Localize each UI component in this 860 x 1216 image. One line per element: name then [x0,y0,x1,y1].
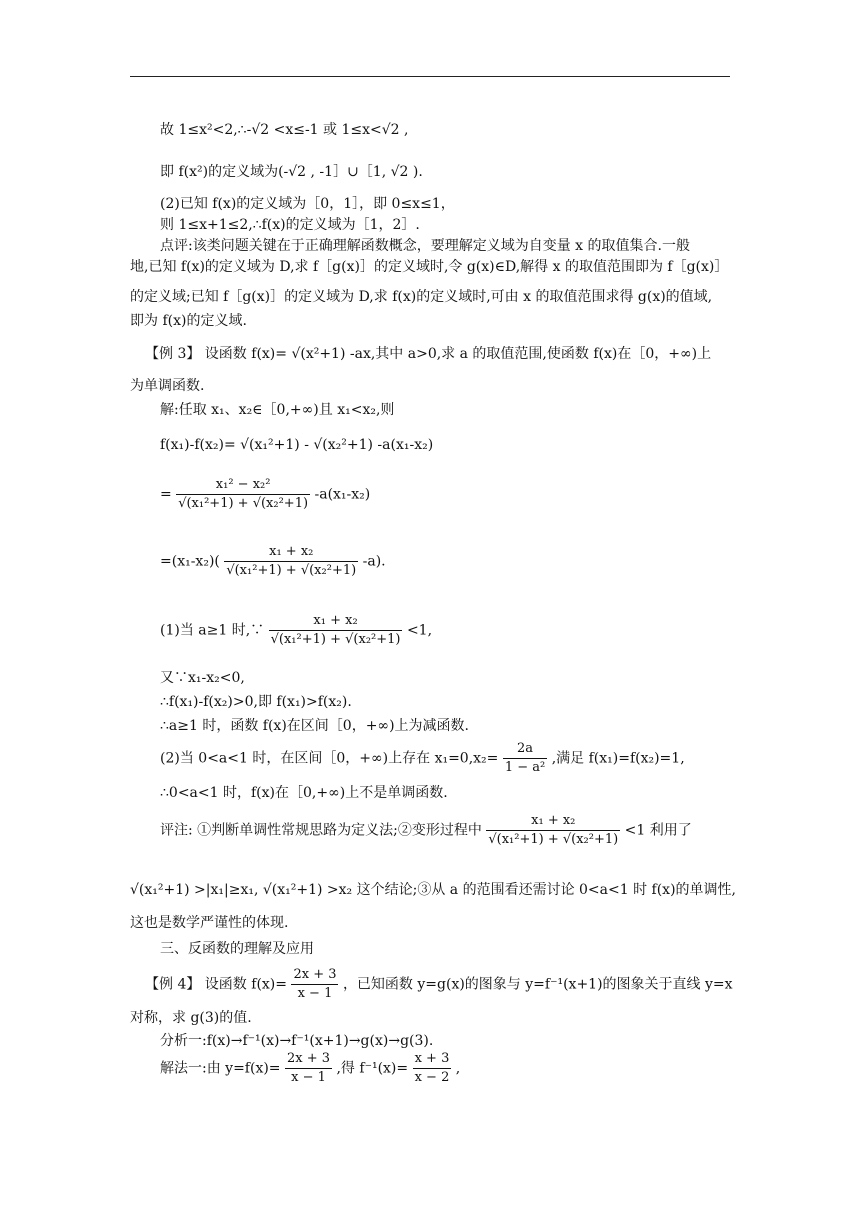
fraction-denominator: √(x₁²+1) + √(x₂²+1) [226,563,357,578]
equation-prefix: 解法一:由 y=f(x)= [160,1060,285,1077]
equation-suffix: <1 利用了 [624,822,692,839]
fraction [413,1050,452,1087]
equation-line [160,543,386,580]
equation-prefix: =(x₁-x₂)( [160,553,220,570]
fraction [503,740,547,777]
equation-prefix: 评注: ①判断单调性常规思路为定义法;②变形过程中 [160,822,487,839]
text-line: (2)已知 f(x)的定义域为［0，1］，即 0≤x≤1， [160,196,455,212]
text-line: 故 1≤x²<2,∴-√2 <x≤-1 或 1≤x<√2 , [160,122,409,138]
fraction-denominator: 1 − a² [504,760,546,775]
equation-prefix: (2)当 0<a<1 时，在区间［0，+∞)上存在 x₁=0,x₂= [160,750,499,767]
fraction-numerator: x + 3 [413,1050,452,1069]
equation-prefix: (1)当 a≥1 时,∵ [160,622,269,639]
solution-line [160,1050,460,1087]
text-line: 即为 f(x)的定义域. [130,313,247,329]
fraction-numerator: x₁ + x₂ [486,812,620,831]
example-4-heading [145,966,733,1003]
example-3-heading: 【例 3】 设函数 f(x)= √(x²+1) -ax,其中 a>0,求 a 的取值范围,使函数 f(x)在［0，+∞)上 [145,346,712,362]
remark-line [160,812,692,849]
equation-prefix: 【例 4】 设函数 f(x)= [145,976,287,993]
section-heading: 三、反函数的理解及应用 [160,941,314,957]
case-1-line [160,612,432,649]
fraction [285,1050,332,1087]
fraction-numerator: 2a [503,740,547,759]
text-line: 解:任取 x₁、x₂∈［0,+∞)且 x₁<x₂,则 [160,402,395,418]
equation-suffix: , [455,1060,461,1077]
text-line: 点评:该类问题关键在于正确理解函数概念，要理解定义域为自变量 x 的取值集合.一般 [160,238,690,254]
equation-suffix: ，已知函数 y=g(x)的图象与 y=f⁻¹(x+1)的图象关于直线 y=x [342,976,733,993]
equation-suffix: -a). [362,553,386,570]
equation-line [160,476,370,513]
fraction-numerator: x₁ + x₂ [224,543,358,562]
case-2-line [160,740,685,777]
text-line: 地,已知 f(x)的定义域为 D,求 f［g(x)］的定义域时,令 g(x)∈D,解得 x 的取值范围即为 f［g(x)］ [130,259,729,275]
equation-suffix: -a(x₁-x₂) [314,486,371,503]
text-line: 即 f(x²)的定义域为(-√2 , -1］∪［1, √2 ). [160,164,423,180]
fraction-denominator: √(x₁²+1) + √(x₂²+1) [178,496,309,511]
fraction [269,612,403,649]
equation-mid: ,得 f⁻¹(x)= [336,1060,413,1077]
text-line: ∴a≥1 时，函数 f(x)在区间［0，+∞)上为减函数. [160,718,470,734]
fraction-denominator: x − 1 [291,1070,326,1085]
header-rule [130,76,730,77]
text-line: 的定义域;已知 f［g(x)］的定义域为 D,求 f(x)的定义域时,可由 x 的取值范围求得 g(x)的值域, [130,289,713,305]
text-line: √(x₁²+1) >|x₁|≥x₁, √(x₁²+1) >x₂ 这个结论;③从 a 的范围看还需讨论 0<a<1 时 f(x)的单调性, [130,882,736,898]
fraction [486,812,620,849]
text-line: 分析一:f(x)→f⁻¹(x)→f⁻¹(x+1)→g(x)→g(3). [160,1033,434,1049]
fraction-numerator: x₁² − x₂² [176,476,310,495]
text-line: 为单调函数. [130,378,205,394]
text-line: 则 1≤x+1≤2,∴f(x)的定义域为［1，2］. [160,217,420,233]
equation-suffix: <1, [406,622,433,639]
fraction-denominator: √(x₁²+1) + √(x₂²+1) [488,832,619,847]
text-line: ∴f(x₁)-f(x₂)>0,即 f(x₁)>f(x₂). [160,694,352,710]
equation-suffix: ,满足 f(x₁)=f(x₂)=1, [551,750,685,767]
fraction [224,543,358,580]
fraction-denominator: √(x₁²+1) + √(x₂²+1) [270,632,401,647]
fraction-numerator: 2x + 3 [285,1050,332,1069]
fraction-numerator: x₁ + x₂ [269,612,403,631]
fraction-numerator: 2x + 3 [291,966,338,985]
fraction [291,966,338,1003]
text-line: 又∵x₁-x₂<0, [160,670,245,686]
text-line: ∴0<a<1 时，f(x)在［0,+∞)上不是单调函数. [160,785,448,801]
fraction [176,476,310,513]
equation-line: f(x₁)-f(x₂)= √(x₁²+1) - √(x₂²+1) -a(x₁-x₂) [160,437,434,453]
text-line: 这也是数学严谨性的体现. [130,915,289,931]
fraction-denominator: x − 1 [297,986,333,1001]
text-line: 对称，求 g(3)的值. [130,1010,252,1026]
equation-prefix: = [160,486,172,503]
fraction-denominator: x − 2 [414,1070,450,1085]
